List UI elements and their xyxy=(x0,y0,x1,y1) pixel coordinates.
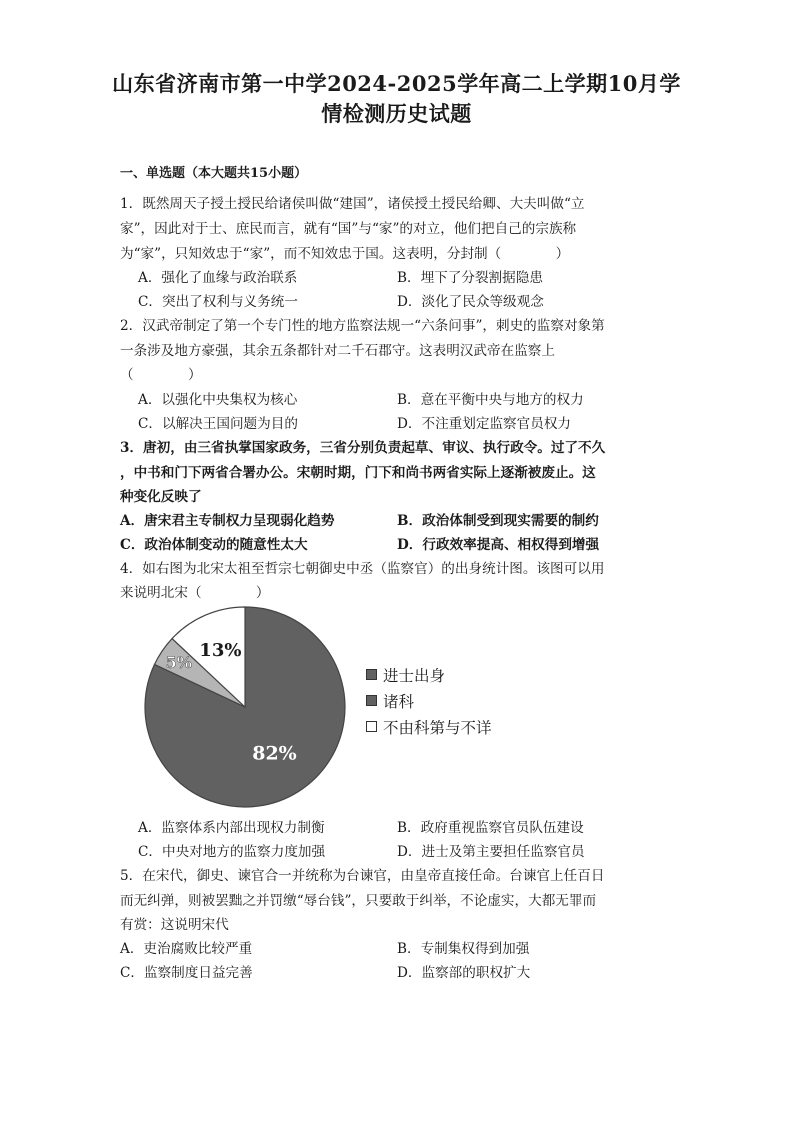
q1-stem-line: 1．既然周天子授土授民给诸侯叫做“建国”，诸侯授土授民给卿、大夫叫做“立 xyxy=(120,196,585,212)
q1-option-a: A．强化了血缘与政治联系 xyxy=(138,270,298,286)
q4-option-c: C．中央对地方的监察力度加强 xyxy=(138,844,326,860)
q1-stem-line: 家”，因此对于士、庶民而言，就有“国”与“家”的对立，他们把自己的宗族称 xyxy=(120,221,577,237)
q4-option-a: A．监察体系内部出现权力制衡 xyxy=(138,820,325,836)
q2-option-a: A．以强化中央集权为核心 xyxy=(138,392,298,408)
q3-option-c: C．政治体制变动的随意性太大 xyxy=(120,537,308,553)
pie-data-label: 5% xyxy=(165,653,193,673)
q2-option-c: C．以解决王国问题为目的 xyxy=(138,416,298,432)
exam-title-line2: 情检测历史试题 xyxy=(321,101,472,126)
legend-label: 不由科第与不详 xyxy=(383,719,492,737)
legend-swatch-jinshi xyxy=(366,669,377,680)
legend-swatch-zhuke xyxy=(366,695,377,706)
q1-option-d: D．淡化了民众等级观念 xyxy=(397,294,544,310)
q4-stem-line: 来说明北宋（ ） xyxy=(120,585,270,601)
legend-label: 诸科 xyxy=(383,693,415,711)
q2-stem-line: 2．汉武帝制定了第一个专门性的地方监察法规一“六条问事”，刺史的监察对象第 xyxy=(120,318,605,334)
q4-option-b: B．政府重视监察官员队伍建设 xyxy=(397,820,584,836)
q3-stem-line: 种变化反映了 xyxy=(120,489,202,505)
q5-stem-line: 5．在宋代，御史、谏官合一并统称为台谏官，由皇帝直接任命。台谏官上任百日 xyxy=(120,868,605,884)
q3-stem-line: ，中书和门下两省合署办公。宋朝时期，门下和尚书两省实际上逐渐被废止。这 xyxy=(120,465,596,481)
q5-option-a: A．吏治腐败比较严重 xyxy=(120,941,253,957)
q1-stem-line: 为“家”，只知效忠于“家”，而不知效忠于国。这表明，分封制（ ） xyxy=(120,246,570,262)
q2-stem-line: 一条涉及地方豪强，其余五条都针对二千石郡守。这表明汉武帝在监察上 xyxy=(120,343,555,359)
q5-option-d: D．监察部的职权扩大 xyxy=(397,965,531,981)
q3-stem-line: 3．唐初，由三省执掌国家政务，三省分别负责起草、审议、执行政令。过了不久 xyxy=(120,440,606,456)
q5-stem-line: 而无纠弹，则被罢黜之并罚缴“辱台钱”，只要敢于纠举，不论虚实，大都无罪而 xyxy=(120,893,597,909)
q2-option-b: B．意在平衡中央与地方的权力 xyxy=(397,392,584,408)
q3-option-d: D．行政效率提高、相权得到增强 xyxy=(397,537,600,553)
legend-item-zhuke xyxy=(366,690,414,712)
legend-swatch-buyoukedi xyxy=(366,721,377,732)
section-heading: 一、单选题（本大题共15小题） xyxy=(120,166,308,181)
q3-option-a: A．唐宋君主专制权力呈现弱化趋势 xyxy=(120,513,335,529)
q5-option-b: B．专制集权得到加强 xyxy=(397,941,530,957)
q2-option-d: D．不注重划定监察官员权力 xyxy=(397,416,572,432)
q3-option-b: B．政治体制受到现实需要的制约 xyxy=(397,513,599,529)
q5-stem-line: 有赏：这说明宋代 xyxy=(120,917,229,933)
q4-stem-line: 4．如右图为北宋太祖至哲宗七朝御史中丞（监察官）的出身统计图。该图可以用 xyxy=(120,561,605,577)
legend-item-jinshi xyxy=(366,664,445,686)
legend-item-buyoukedi xyxy=(366,716,492,738)
q5-option-c: C．监察制度日益完善 xyxy=(120,965,253,981)
q1-option-c: C．突出了权利与义务统一 xyxy=(138,294,298,310)
q1-option-b: B．埋下了分裂割据隐患 xyxy=(397,270,543,286)
q2-stem-line: （ ） xyxy=(120,367,202,383)
pie-data-label: 82% xyxy=(252,742,297,765)
pie-data-label: 13% xyxy=(199,640,242,662)
legend-label: 进士出身 xyxy=(383,667,446,685)
exam-title-line1: 山东省济南市第一中学2024-2025学年高二上学期10月学 xyxy=(112,71,681,96)
q4-option-d: D．进士及第主要担任监察官员 xyxy=(397,844,585,860)
pie-chart xyxy=(140,600,354,814)
